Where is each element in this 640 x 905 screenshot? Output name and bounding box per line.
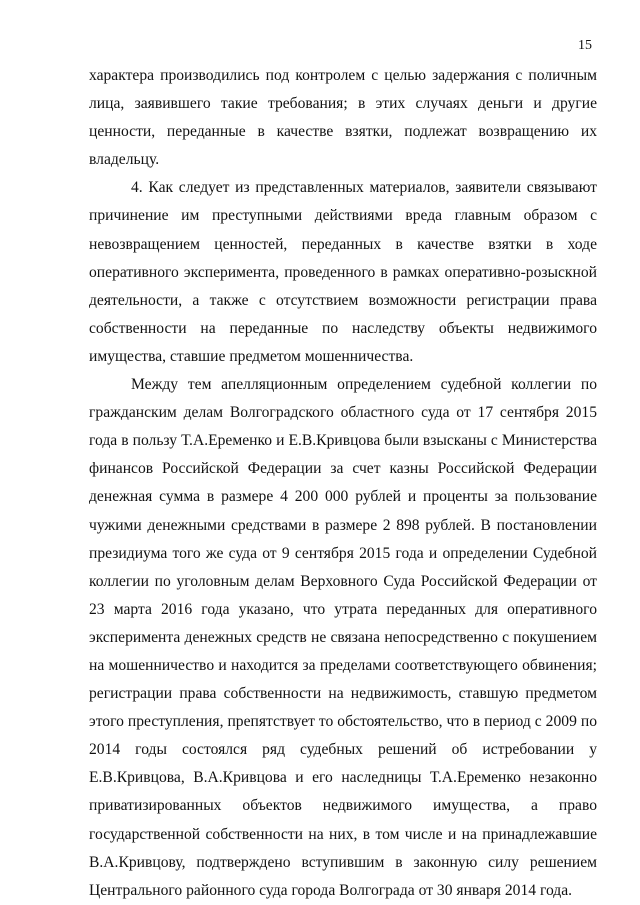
- paragraph-court-rulings: Между тем апелляционным определением судебной коллегии по гражданским делам Волгоградского областного суда от 17 сентября 2015 года в пользу Т.А.Еременко и Е.В.Кривцова были взысканы с Министерства финансов Российской Федерации за счет казны Российской Федерации денежная сумма в размере 4 200 000 рублей и проценты за пользование чужими денежными средствами в размере 2 898 рублей. В постановлении президиума того же суда от 9 сентября 2015 года и определении Судебной коллегии по уголовным делам Верховного Суда Российской Федерации от 23 марта 2016 года указано, что утрата переданных для оперативного эксперимента денежных средств не связана непосредственно с покушением на мошенничество и находится за пределами соответствующего обвинения; регистрации права собственности на недвижимость, ставшую предметом этого преступления, препятствует то обстоятельство, что в период с 2009 по 2014 годы состоялся ряд судебных решений об истребовании у Е.В.Кривцова, В.А.Кривцова и его наследницы Т.А.Еременко незаконно приватизированных объектов недвижимого имущества, а право государственной собственности на них, в том числе и на принадлежавшие В.А.Кривцову, подтверждено вступившим в законную силу решением Центрального районного суда города Волгограда от 30 января 2014 года.: [89, 376, 597, 899]
- document-body: [89, 62, 597, 905]
- paragraph-continuation: характера производились под контролем с целью задержания с поличным лица, заявившего такие требования; в этих случаях деньги и другие ценности, переданные в качестве взятки, подлежат возвращению их владельцу.: [89, 67, 597, 169]
- paragraph-4: 4. Как следует из представленных материалов, заявители связывают причинение им преступными действиями вреда главным образом с невозвращением ценностей, переданных в качестве взятки в ходе оперативного эксперимента, проведенного в рамках оперативно-розыскной деятельности, а также с отсутствием возможности регистрации права собственности на переданные по наследству объекты недвижимого имущества, ставшие предметом мошенничества.: [89, 179, 597, 365]
- page-number: 15: [578, 38, 592, 53]
